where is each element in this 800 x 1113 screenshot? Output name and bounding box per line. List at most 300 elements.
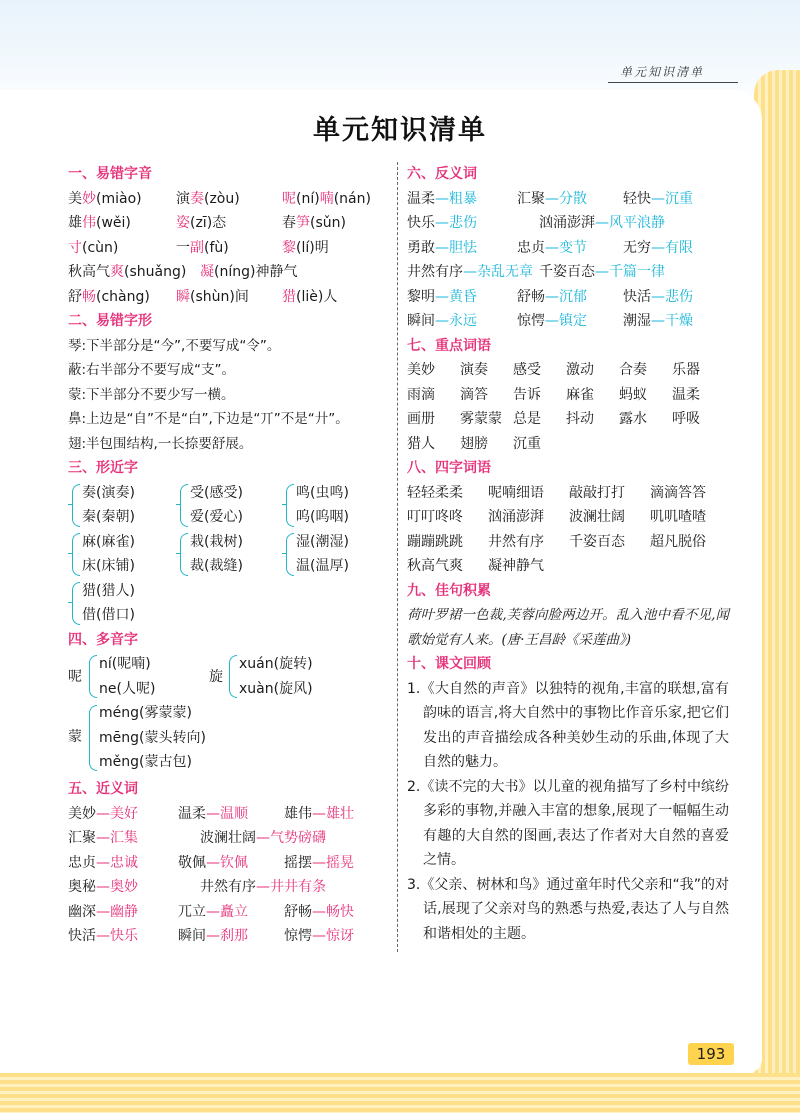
four-char-word: 呢喃细语 xyxy=(488,484,544,501)
word: 井然有序 xyxy=(407,264,463,280)
antonym-pair xyxy=(623,285,693,310)
highlight-char: 瞬 xyxy=(176,288,190,305)
pronunciation-row xyxy=(68,187,390,212)
four-char-word: 叽叽喳喳 xyxy=(650,509,706,525)
highlight-char: 妙 xyxy=(82,190,96,207)
similar-char-item: 爱(爱心) xyxy=(190,509,243,525)
key-word: 露水 xyxy=(619,411,647,427)
four-char-word: 波澜壮阔 xyxy=(569,509,625,525)
antonym-pair xyxy=(517,236,587,261)
pronunciation-entry xyxy=(68,187,142,212)
column-divider xyxy=(397,162,398,952)
polyphonic-reading: ní(呢喃) xyxy=(99,656,151,672)
section-title-similar-chars: 三、形近字 xyxy=(68,460,138,476)
antonym-pair xyxy=(623,309,693,334)
glyph-note: 琴:下半部分是“今”,不要写成“令”。 xyxy=(68,337,281,354)
entry-text: (shuǎng) xyxy=(124,264,187,280)
antonym-pair xyxy=(517,187,587,212)
antonym-row xyxy=(407,285,729,310)
word: 黎明 xyxy=(407,288,435,305)
pronunciation-entry xyxy=(68,260,186,285)
section-title-review: 十、课文回顾 xyxy=(407,656,491,672)
word: 忠贞 xyxy=(68,854,96,871)
antonym-pair xyxy=(407,260,533,285)
synonym-pair xyxy=(284,924,354,949)
partner-word: 美好 xyxy=(110,805,138,822)
dash-separator: — xyxy=(256,830,270,846)
partner-word: 悲伤 xyxy=(665,288,693,305)
partner-word: 奥妙 xyxy=(110,879,138,895)
highlight-char: 喃 xyxy=(319,190,334,207)
synonym-row xyxy=(68,875,390,900)
page-edge-bottom xyxy=(0,1073,800,1113)
partner-word: 永远 xyxy=(449,313,477,329)
brace-icon xyxy=(72,533,80,576)
key-word: 麻雀 xyxy=(566,386,594,403)
word: 汇聚 xyxy=(68,830,96,846)
left-column xyxy=(68,162,390,949)
four-char-word: 超凡脱俗 xyxy=(650,533,706,550)
key-word-row xyxy=(407,383,729,408)
entry-text: 秋高气 xyxy=(68,264,110,280)
similar-char-item: 秦(秦朝) xyxy=(82,509,135,525)
pronunciation-row xyxy=(68,285,390,310)
four-char-row xyxy=(407,530,729,555)
synonym-pair xyxy=(200,875,326,900)
synonym-row xyxy=(68,900,390,925)
partner-word: 忠诚 xyxy=(110,854,138,871)
antonym-pair xyxy=(517,285,587,310)
synonym-pair xyxy=(284,851,354,876)
similar-char-item: 湿(潮湿) xyxy=(296,533,349,550)
dash-separator: — xyxy=(312,854,326,871)
similar-char-item: 奏(演奏) xyxy=(82,484,135,501)
synonym-pair xyxy=(200,826,326,851)
entry-text: 舒 xyxy=(68,288,82,305)
word: 潮湿 xyxy=(623,313,651,329)
pronunciation-entry xyxy=(68,211,131,236)
entry-text: 演 xyxy=(176,190,190,207)
entry-text: (nán) xyxy=(333,190,371,207)
dash-separator: — xyxy=(651,239,665,256)
entry-text: (shùn)间 xyxy=(190,288,249,305)
partner-word: 钦佩 xyxy=(220,854,248,871)
entry-text: (lí)明 xyxy=(296,239,329,256)
similar-char-item: 麻(麻雀) xyxy=(82,533,135,550)
key-word: 滴答 xyxy=(460,386,488,403)
four-char-word-list xyxy=(407,481,729,579)
pronunciation-entry xyxy=(282,187,371,212)
four-char-word: 叮叮咚咚 xyxy=(407,509,463,525)
word: 惊愕 xyxy=(517,313,545,329)
antonym-pair xyxy=(407,285,477,310)
word: 轻快 xyxy=(623,190,651,207)
word: 温柔 xyxy=(178,805,206,822)
four-char-word: 千姿百态 xyxy=(569,533,625,550)
four-char-word: 秋高气爽 xyxy=(407,558,463,574)
page-number: 193 xyxy=(688,1043,734,1065)
key-word: 呼吸 xyxy=(672,411,700,427)
similar-char-item: 床(床铺) xyxy=(82,558,135,574)
key-word: 总是 xyxy=(513,411,541,427)
word: 奥秘 xyxy=(68,879,96,895)
key-word: 画册 xyxy=(407,411,435,427)
review-item: 1.《大自然的声音》以独特的视角,丰富的联想,富有韵味的语言,将大自然中的事物比作音乐家,把它们发出的声音描绘成各种美妙生动的乐曲,体现了大自然的魅力。 xyxy=(407,680,729,770)
antonym-pair xyxy=(517,309,587,334)
brace-icon xyxy=(180,533,188,576)
polyphonic-reading: ne(人呢) xyxy=(99,680,156,697)
synonym-pair xyxy=(178,851,248,876)
polyphonic-triple-row xyxy=(68,701,390,777)
partner-word: 汇集 xyxy=(110,830,138,846)
key-word-list xyxy=(407,358,729,456)
word: 快活 xyxy=(623,288,651,305)
key-word-row xyxy=(407,358,729,383)
synonym-pair xyxy=(68,826,138,851)
word: 兀立 xyxy=(178,903,206,920)
partner-word: 镇定 xyxy=(559,313,587,329)
similar-char-item: 温(温厚) xyxy=(296,558,349,574)
entry-text: (sǔn) xyxy=(310,215,346,231)
polyphonic-char: 呢 xyxy=(68,669,82,685)
word: 舒畅 xyxy=(517,288,545,305)
entry-text: (wěi) xyxy=(96,215,131,231)
synonym-pair xyxy=(178,924,248,949)
four-char-word: 滴滴答答 xyxy=(650,484,706,501)
dash-separator: — xyxy=(206,854,220,871)
partner-word: 分散 xyxy=(559,190,587,207)
pronunciation-list xyxy=(68,187,390,310)
section-title-polyphonic: 四、多音字 xyxy=(68,631,138,648)
synonym-pair xyxy=(68,875,138,900)
key-word: 演奏 xyxy=(460,362,488,378)
polyphonic-pair-row xyxy=(68,652,390,701)
key-word: 激动 xyxy=(566,362,594,378)
polyphonic-reading: xuàn(旋风) xyxy=(239,680,313,697)
partner-word: 风平浪静 xyxy=(609,215,665,231)
dash-separator: — xyxy=(595,215,609,231)
dash-separator: — xyxy=(256,879,270,895)
similar-char-group xyxy=(68,481,390,530)
dash-separator: — xyxy=(435,239,449,256)
highlight-char: 黎 xyxy=(282,239,296,256)
four-char-word: 汹涌澎湃 xyxy=(488,509,544,525)
synonym-pair xyxy=(284,900,354,925)
dash-separator: — xyxy=(96,854,110,871)
highlight-char: 寸 xyxy=(68,239,82,256)
pronunciation-entry xyxy=(200,260,297,285)
antonym-pair xyxy=(407,187,477,212)
partner-word: 井井有条 xyxy=(270,879,326,895)
highlight-char: 笋 xyxy=(296,215,310,231)
section-title-synonyms: 五、近义词 xyxy=(68,781,138,797)
partner-word: 雄壮 xyxy=(326,805,354,822)
synonym-pair xyxy=(178,802,248,827)
synonym-pair xyxy=(68,924,138,949)
highlight-char: 呢 xyxy=(282,190,296,207)
highlight-char: 爽 xyxy=(110,264,124,280)
glyph-note: 翅:半包围结构,一长捺要舒展。 xyxy=(68,435,253,452)
entry-text: (liè)人 xyxy=(296,288,338,305)
key-word: 蚂蚁 xyxy=(619,386,647,403)
right-column xyxy=(407,162,729,946)
dash-separator: — xyxy=(651,288,665,305)
review-item: 3.《父亲、树林和鸟》通过童年时代父亲和“我”的对话,展现了父亲对鸟的熟悉与热爱,表达了人与自然和谐相处的主题。 xyxy=(407,876,729,942)
synonym-list xyxy=(68,802,390,949)
partner-word: 矗立 xyxy=(220,903,248,920)
similar-char-item: 呜(呜咽) xyxy=(296,509,349,525)
pronunciation-entry xyxy=(176,285,249,310)
partner-word: 惊讶 xyxy=(326,928,354,944)
brace-icon xyxy=(229,655,237,698)
review-item: 2.《读不完的大书》以儿童的视角描写了乡村中缤纷多彩的事物,并融入丰富的想象,展现了一幅幅生动有趣的大自然的图画,表达了作者对大自然的喜爱之情。 xyxy=(407,778,729,868)
header-rule xyxy=(608,82,738,83)
antonym-row xyxy=(407,260,729,285)
word: 汇聚 xyxy=(517,190,545,207)
partner-word: 气势磅礴 xyxy=(270,830,326,846)
brace-icon xyxy=(89,705,97,771)
word: 快乐 xyxy=(407,215,435,231)
synonym-pair xyxy=(68,900,138,925)
entry-text: (miào) xyxy=(96,190,142,207)
word: 无穷 xyxy=(623,239,651,256)
antonym-pair xyxy=(407,309,477,334)
section-title-key-words: 七、重点词语 xyxy=(407,337,491,354)
four-char-row xyxy=(407,554,729,579)
partner-word: 沉郁 xyxy=(559,288,587,305)
pronunciation-entry xyxy=(176,236,229,261)
glyph-note: 鼻:上边是“自”不是“白”,下边是“丌”不是“廾”。 xyxy=(68,411,349,427)
polyphonic-char: 旋 xyxy=(209,669,223,685)
dash-separator: — xyxy=(312,928,326,944)
dash-separator: — xyxy=(206,805,220,822)
dash-separator: — xyxy=(206,928,220,944)
similar-char-groups xyxy=(68,481,390,628)
entry-text: (zī)态 xyxy=(190,215,227,231)
polyphonic-reading: mēng(蒙头转向) xyxy=(99,729,206,746)
highlight-char: 姿 xyxy=(176,215,190,231)
partner-word: 干燥 xyxy=(665,313,693,329)
synonym-row xyxy=(68,924,390,949)
dash-separator: — xyxy=(96,879,110,895)
partner-word: 胆怯 xyxy=(449,239,477,256)
dash-separator: — xyxy=(545,313,559,329)
key-word: 乐器 xyxy=(672,362,700,378)
key-word: 合奏 xyxy=(619,362,647,378)
antonym-row xyxy=(407,211,729,236)
pronunciation-entry xyxy=(282,285,337,310)
partner-word: 杂乱无章 xyxy=(477,264,533,280)
key-word: 温柔 xyxy=(672,386,700,403)
four-char-row xyxy=(407,505,729,530)
pronunciation-entry xyxy=(176,187,240,212)
partner-word: 沉重 xyxy=(665,190,693,207)
four-char-word: 轻轻柔柔 xyxy=(407,484,463,501)
pronunciation-entry xyxy=(176,211,226,236)
dash-separator: — xyxy=(96,903,110,920)
brace-icon xyxy=(72,484,80,527)
four-char-word: 凝神静气 xyxy=(488,558,544,574)
word: 温柔 xyxy=(407,190,435,207)
entry-text: (chàng) xyxy=(96,288,150,305)
dash-separator: — xyxy=(96,805,110,822)
partner-word: 畅快 xyxy=(326,903,354,920)
word: 瞬间 xyxy=(407,313,435,329)
entry-text: (cùn) xyxy=(82,239,119,256)
key-word: 感受 xyxy=(513,362,541,378)
four-char-word: 蹦蹦跳跳 xyxy=(407,533,463,550)
dash-separator: — xyxy=(545,190,559,207)
dash-separator: — xyxy=(545,239,559,256)
section-title-sentences: 九、佳句积累 xyxy=(407,582,491,599)
dash-separator: — xyxy=(435,313,449,329)
dash-separator: — xyxy=(96,830,110,846)
word: 舒畅 xyxy=(284,903,312,920)
synonym-pair xyxy=(284,802,354,827)
key-word: 告诉 xyxy=(513,386,541,403)
key-word-row xyxy=(407,432,729,457)
antonym-list xyxy=(407,187,729,334)
brace-icon xyxy=(180,484,188,527)
dash-separator: — xyxy=(312,903,326,920)
similar-char-item: 栽(栽树) xyxy=(190,533,243,550)
word: 千姿百态 xyxy=(539,264,595,280)
word: 雄伟 xyxy=(284,805,312,822)
word: 忠贞 xyxy=(517,239,545,256)
word: 幽深 xyxy=(68,903,96,920)
similar-char-item: 鸣(虫鸣) xyxy=(296,484,349,501)
section-title-pronunciation: 一、易错字音 xyxy=(68,166,152,182)
similar-char-group xyxy=(68,530,390,579)
similar-char-item: 裁(裁缝) xyxy=(190,558,243,574)
dash-separator: — xyxy=(545,288,559,305)
entry-text: 美 xyxy=(68,190,82,207)
pronunciation-entry xyxy=(68,285,150,310)
highlight-char: 副 xyxy=(190,239,204,256)
section-title-idioms: 八、四字词语 xyxy=(407,460,491,476)
word: 快活 xyxy=(68,928,96,944)
highlight-char: 伟 xyxy=(82,215,96,231)
key-word: 雨滴 xyxy=(407,386,435,403)
pronunciation-row xyxy=(68,236,390,261)
polyphonic-reading: měng(蒙古包) xyxy=(99,754,192,770)
antonym-row xyxy=(407,309,729,334)
word: 汹涌澎湃 xyxy=(539,215,595,231)
pronunciation-entry xyxy=(282,236,329,261)
section-title-glyph: 二、易错字形 xyxy=(68,313,152,329)
word: 摇摆 xyxy=(284,854,312,871)
partner-word: 温顺 xyxy=(220,805,248,822)
brace-icon xyxy=(72,582,80,625)
dash-separator: — xyxy=(435,288,449,305)
entry-text: (níng)神静气 xyxy=(214,264,298,280)
highlight-char: 畅 xyxy=(82,288,96,305)
dash-separator: — xyxy=(435,190,449,207)
word: 勇敢 xyxy=(407,239,435,256)
partner-word: 幽静 xyxy=(110,903,138,920)
dash-separator: — xyxy=(96,928,110,944)
dash-separator: — xyxy=(312,805,326,822)
polyphonic-reading: méng(雾蒙蒙) xyxy=(99,705,192,721)
entry-text: (fù) xyxy=(204,239,229,256)
word: 美妙 xyxy=(68,805,96,822)
synonym-row xyxy=(68,802,390,827)
dash-separator: — xyxy=(595,264,609,280)
partner-word: 快乐 xyxy=(110,928,138,944)
polyphonic-reading: xuán(旋转) xyxy=(239,656,313,672)
key-word: 雾蒙蒙 xyxy=(460,411,502,427)
synonym-pair xyxy=(68,802,138,827)
highlight-char: 奏 xyxy=(190,190,204,207)
entry-text: (zòu) xyxy=(204,190,240,207)
similar-char-item: 受(感受) xyxy=(190,484,243,501)
dash-separator: — xyxy=(463,264,477,280)
word: 井然有序 xyxy=(200,879,256,895)
glyph-note: 蒙:下半部分不要少写一横。 xyxy=(68,386,235,403)
synonym-row xyxy=(68,826,390,851)
key-word: 抖动 xyxy=(566,411,594,427)
similar-char-group xyxy=(68,579,390,628)
partner-word: 摇晃 xyxy=(326,854,354,871)
antonym-pair xyxy=(623,236,693,261)
partner-word: 悲伤 xyxy=(449,215,477,231)
key-word: 猎人 xyxy=(407,435,435,452)
polyphonic-char: 蒙 xyxy=(68,729,82,745)
pronunciation-entry xyxy=(282,211,346,236)
key-word: 沉重 xyxy=(513,435,541,452)
antonym-pair xyxy=(623,187,693,212)
partner-word: 千篇一律 xyxy=(609,264,665,280)
highlight-char: 猎 xyxy=(282,288,296,305)
dash-separator: — xyxy=(651,190,665,207)
synonym-row xyxy=(68,851,390,876)
partner-word: 刹那 xyxy=(220,928,248,944)
antonym-row xyxy=(407,236,729,261)
four-char-row xyxy=(407,481,729,506)
similar-char-item: 猎(猎人) xyxy=(82,582,135,599)
four-char-word: 敲敲打打 xyxy=(569,484,625,501)
word: 惊愕 xyxy=(284,928,312,944)
poem-quote: 荷叶罗裙一色裁,芙蓉向脸两边开。乱入池中看不见,闻歌始觉有人来。(唐·王昌龄《采莲曲》) xyxy=(407,607,729,648)
pronunciation-entry xyxy=(68,236,118,261)
antonym-row xyxy=(407,187,729,212)
partner-word: 有限 xyxy=(665,239,693,256)
partner-word: 黄昏 xyxy=(449,288,477,305)
dash-separator: — xyxy=(206,903,220,920)
entry-text: 雄 xyxy=(68,215,82,231)
partner-word: 变节 xyxy=(559,239,587,256)
page-title: 单元知识清单 xyxy=(313,115,487,146)
pronunciation-row xyxy=(68,211,390,236)
similar-char-item: 借(借口) xyxy=(82,607,135,623)
pronunciation-row xyxy=(68,260,390,285)
brace-icon xyxy=(89,655,97,698)
entry-text: 春 xyxy=(282,215,296,231)
section-title-antonyms: 六、反义词 xyxy=(407,166,477,182)
partner-word: 粗暴 xyxy=(449,190,477,207)
brace-icon xyxy=(286,484,294,527)
key-word: 翅膀 xyxy=(460,435,488,452)
antonym-pair xyxy=(407,211,477,236)
dash-separator: — xyxy=(435,215,449,231)
brace-icon xyxy=(286,533,294,576)
glyph-note: 蔽:右半部分不要写成“支”。 xyxy=(68,362,236,378)
word: 瞬间 xyxy=(178,928,206,944)
word: 敬佩 xyxy=(178,854,206,871)
four-char-word: 井然有序 xyxy=(488,533,544,550)
word: 波澜壮阔 xyxy=(200,830,256,846)
synonym-pair xyxy=(178,900,248,925)
